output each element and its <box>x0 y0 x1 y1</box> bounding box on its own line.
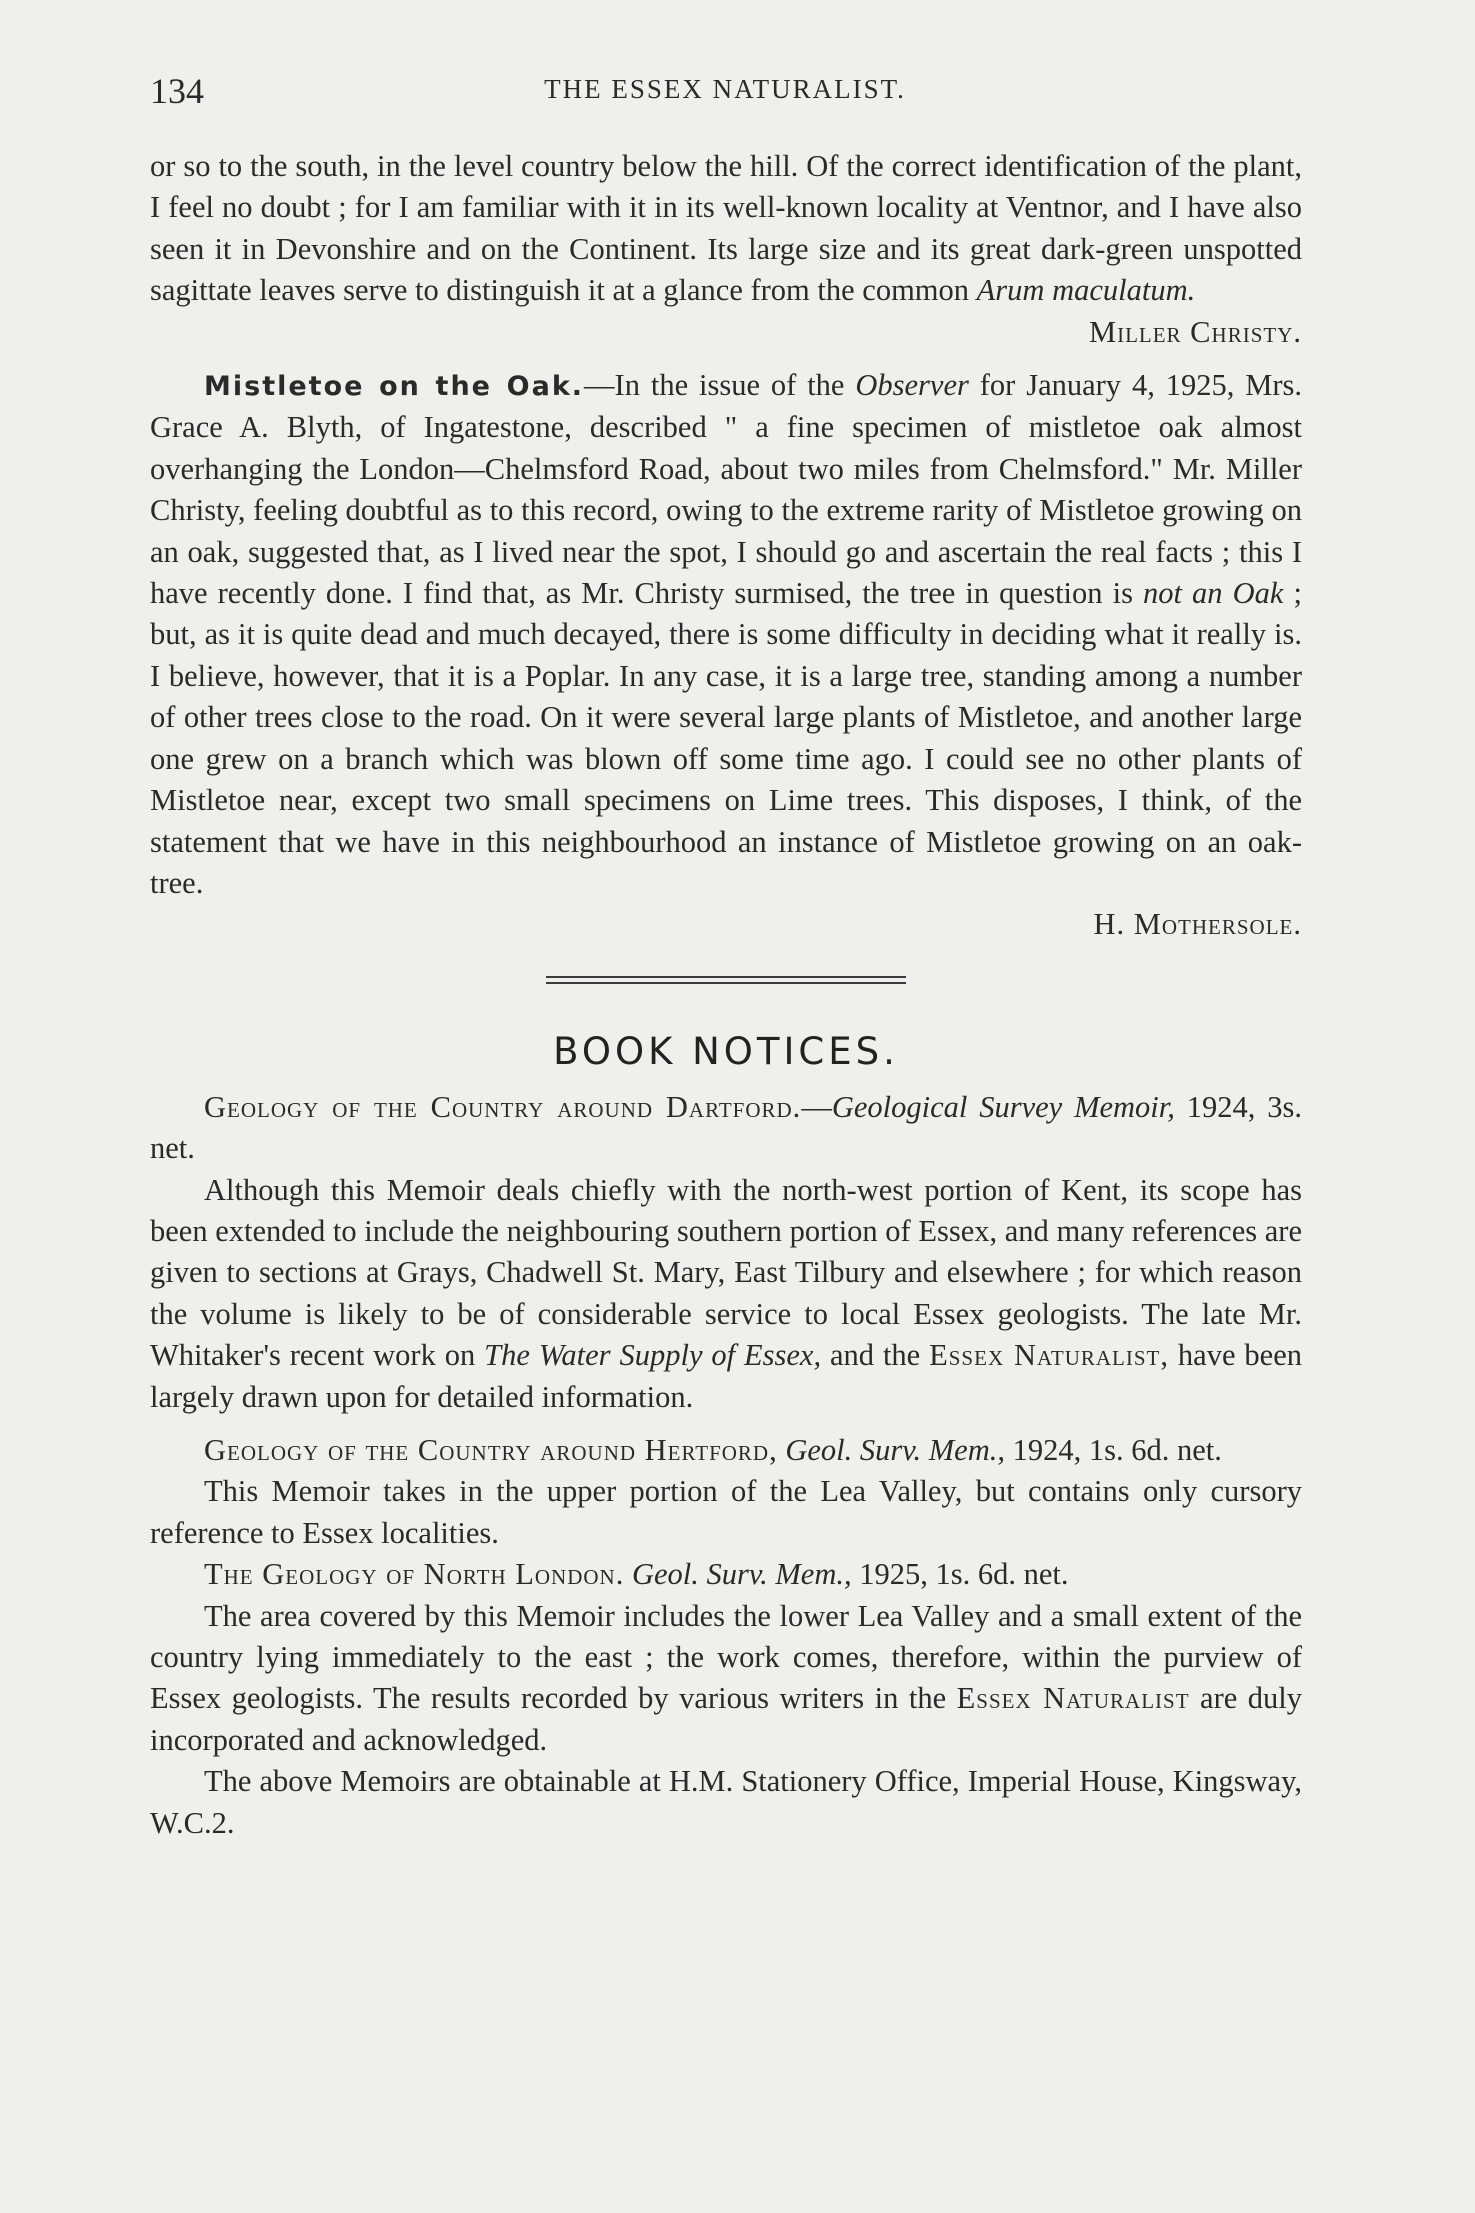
london-text-a: The area covered by this Memoir includes the lower Lea Valley and a small extent of the country lying immediately to the east ; the work comes, therefore, within the purview of Essex geologists. The results recorded by various writers in the <box>150 1598 1302 1716</box>
notice-hertford-title <box>150 1430 1302 1471</box>
dartford-dash: — <box>801 1089 832 1124</box>
section-title: BOOK NOTICES. <box>553 1029 899 1073</box>
notice-dartford-title <box>150 1087 1302 1170</box>
dartford-text-c: have been largely drawn upon for detailed information. <box>150 1338 1302 1414</box>
dartford-price: 1924, 3s. net. <box>150 1089 1302 1166</box>
paragraph-mistletoe <box>150 365 1302 904</box>
signature-row <box>150 904 1302 945</box>
page-header <box>150 70 1300 120</box>
mistletoe-text-b: for January 4, 1925, Mrs. Grace A. Blyth, of Ingatestone, described " a fine specimen of mistletoe oak almost overhanging the London—Chelmsford Road, about two miles from Chelmsford." Mr. Miller Christy, feeling doubtful as to this record, owing to the extreme rarity of Mistletoe growing on an oak, suggested that, as I lived near the spot, I should go and ascertain the real facts ; this I have recently done. I find that, as Mr. Christy surmised, the tree in question is <box>150 368 1303 611</box>
journal-name: Essex Naturalist, <box>929 1338 1170 1373</box>
journal-name: Essex Naturalist <box>956 1681 1190 1716</box>
dartford-text-b: and the <box>821 1338 930 1373</box>
london-text-b: are duly incorporated and acknowledged. <box>150 1681 1302 1757</box>
not-an-oak: not an Oak <box>1143 576 1284 611</box>
closing-note: The above Memoirs are obtainable at H.M. Stationery Office, Imperial House, Kingsway, W.C.2. <box>150 1764 1302 1840</box>
notice-london-text <box>150 1596 1302 1762</box>
section-divider <box>546 976 906 984</box>
mistletoe-heading: Mistletoe on the Oak. <box>204 371 585 403</box>
notice-dartford-text <box>150 1170 1302 1418</box>
london-price: 1925, 1s. 6d. net. <box>851 1557 1069 1592</box>
page-number: 134 <box>150 71 204 111</box>
notice-hertford-text: This Memoir takes in the upper portion of the Lea Valley, but contains only cursory reference to Essex localities. <box>150 1474 1302 1550</box>
signature-row <box>150 312 1302 353</box>
hertford-series: Geol. Surv. Mem., <box>777 1432 1005 1467</box>
arum-species: Arum maculatum. <box>976 273 1196 308</box>
mistletoe-text-a: —In the issue of the <box>584 368 856 403</box>
london-title: The Geology of North London. <box>204 1557 625 1592</box>
mistletoe-text-c: ; but, as it is quite dead and much decayed, there is some difficulty in deciding what it really is. I believe, however, that it is a Poplar. In any case, it is a large tree, standing among a number of other trees close to the road. On it were several large plants of Mistletoe, and another large one grew on a branch which was blown off some time ago. I could see no other plants of Mistletoe near, except two small specimens on Lime trees. This disposes, I think, of the statement that we have in this neighbourhood an instance of Mistletoe growing on an oak-tree. <box>150 576 1302 900</box>
hertford-title: Geology of the Country around Hertford, <box>204 1432 778 1467</box>
dartford-text-a: Although this Memoir deals chiefly with the north-west portion of Kent, its scope has been extended to include the neighbouring southern portion of Essex, and many references are given to sections at Grays, Chadwell St. Mary, East Tilbury and elsewhere ; for which reason the volume is likely to be of considerable service to local Essex geologists. The late Mr. Whitaker's recent work on <box>150 1172 1302 1373</box>
text-body <box>150 146 1302 1844</box>
hertford-price: 1924, 1s. 6d. net. <box>1005 1432 1222 1467</box>
london-series: Geol. Surv. Mem., <box>624 1557 852 1592</box>
dartford-series: Geological Survey Memoir, <box>831 1089 1175 1124</box>
water-supply-title: The Water Supply of Essex, <box>484 1338 822 1373</box>
dartford-title: Geology of the Country around Dartford. <box>204 1089 802 1124</box>
notice-london-title <box>150 1554 1302 1595</box>
running-title: THE ESSEX NATURALIST. <box>544 74 906 104</box>
arum-text: or so to the south, in the level country below the hill. Of the correct identification of the plant, I feel no doubt ; for I am familiar with it in its well-known locality at Ventnor, and I have also seen it in Devonshire and on the Continent. Its large size and its great dark-green unspotted sagittate leaves serve to distinguish it at a glance from the common <box>150 149 1302 308</box>
paragraph-arum <box>150 146 1302 312</box>
author-christy: Miller Christy. <box>1088 314 1302 349</box>
observer-title: Observer <box>855 368 969 403</box>
author-mothersole: H. Mothersole. <box>1093 907 1302 942</box>
